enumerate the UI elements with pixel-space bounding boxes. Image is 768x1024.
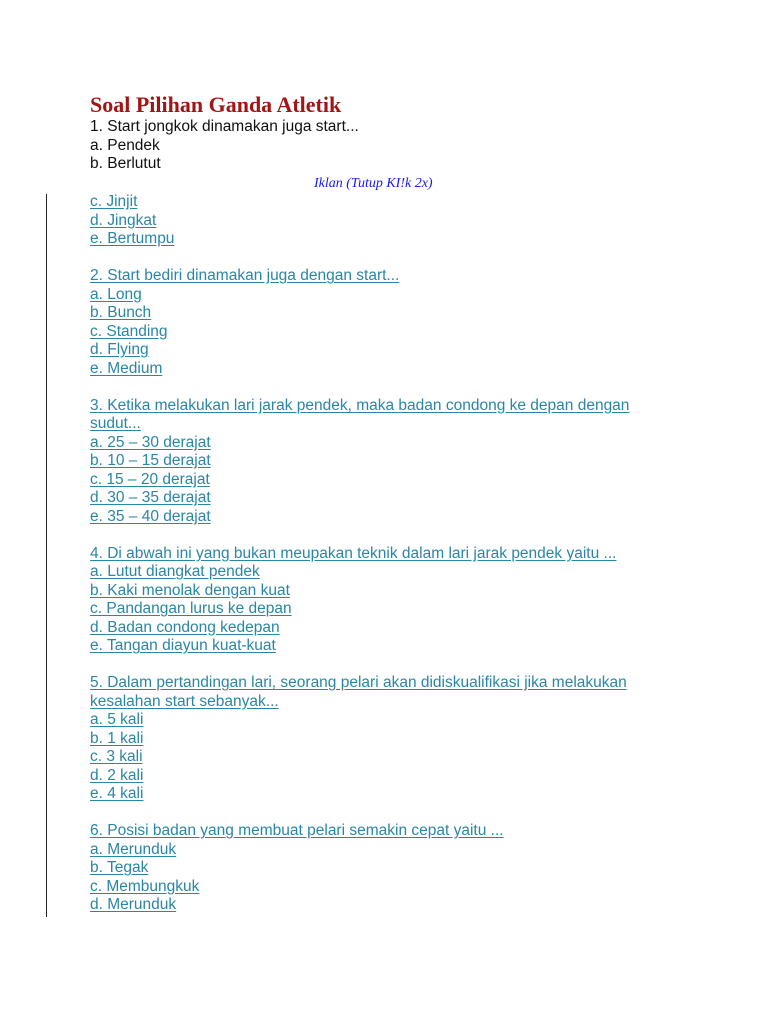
option-link[interactable]: c. Membungkuk (90, 877, 200, 895)
option-link[interactable]: e. 4 kali (90, 785, 144, 802)
option-link[interactable]: d. Merunduk (90, 896, 177, 913)
option-link[interactable]: a. 5 kali (90, 711, 144, 728)
option-text: b. Berlutut (90, 155, 161, 172)
option-link[interactable]: d. Badan condong kedepan (90, 618, 280, 636)
option-link[interactable]: a. Merunduk (90, 840, 177, 858)
spacer (90, 249, 650, 268)
option-link[interactable]: b. Bunch (90, 304, 152, 321)
question-link[interactable]: 3. Ketika melakukan lari jarak pendek, maka badan condong ke depan dengan sudut... (90, 396, 630, 432)
left-divider-line (46, 194, 47, 917)
question-link[interactable]: 2. Start bediri dinamakan juga dengan start... (90, 267, 400, 284)
option-link[interactable]: e. Bertumpu (90, 230, 175, 247)
ad-label[interactable]: Iklan (Tutup KI!k 2x) (314, 176, 433, 191)
option-link[interactable]: c. Jinjit (90, 193, 138, 210)
option-link[interactable]: e. 35 – 40 derajat (90, 507, 211, 525)
option-link[interactable]: a. Lutut diangkat pendek (90, 563, 260, 580)
option-link[interactable]: b. Tegak (90, 859, 149, 876)
option-link[interactable]: e. Tangan diayun kuat-kuat (90, 637, 276, 654)
option-link[interactable]: d. 30 – 35 derajat (90, 489, 211, 506)
option-link[interactable]: e. Medium (90, 359, 163, 377)
question-link[interactable]: 4. Di abwah ini yang bukan meupakan teknik dalam lari jarak pendek yaitu ... (90, 544, 617, 562)
option-link[interactable]: a. Long (90, 285, 142, 303)
option-link[interactable]: b. Kaki menolak dengan kuat (90, 581, 290, 599)
linked-content (90, 193, 650, 915)
option-link[interactable]: d. Jingkat (90, 211, 157, 229)
option-link[interactable]: c. 3 kali (90, 748, 143, 765)
option-link[interactable]: c. Pandangan lurus ke depan (90, 600, 292, 617)
question-link[interactable]: 6. Posisi badan yang membuat pelari semakin cepat yaitu ... (90, 822, 504, 839)
spacer (90, 378, 650, 397)
option-link[interactable]: b. 1 kali (90, 729, 144, 747)
option-link[interactable]: c. Standing (90, 322, 168, 340)
spacer (90, 526, 650, 545)
option-link[interactable]: b. 10 – 15 derajat (90, 452, 211, 469)
option-link[interactable]: d. Flying (90, 341, 149, 358)
option-text: a. Pendek (90, 136, 160, 154)
question-1-plain (90, 118, 359, 174)
spacer (90, 656, 650, 675)
page-title: Soal Pilihan Ganda Atletik (90, 92, 342, 117)
question-text: 1. Start jongkok dinamakan juga start... (90, 118, 359, 135)
option-link[interactable]: a. 25 – 30 derajat (90, 433, 211, 451)
spacer (90, 804, 650, 823)
option-link[interactable]: c. 15 – 20 derajat (90, 470, 210, 488)
option-link[interactable]: d. 2 kali (90, 766, 144, 784)
question-link[interactable]: 5. Dalam pertandingan lari, seorang pelari akan didiskualifikasi jika melakukan kesalahan start sebanyak... (90, 674, 627, 710)
